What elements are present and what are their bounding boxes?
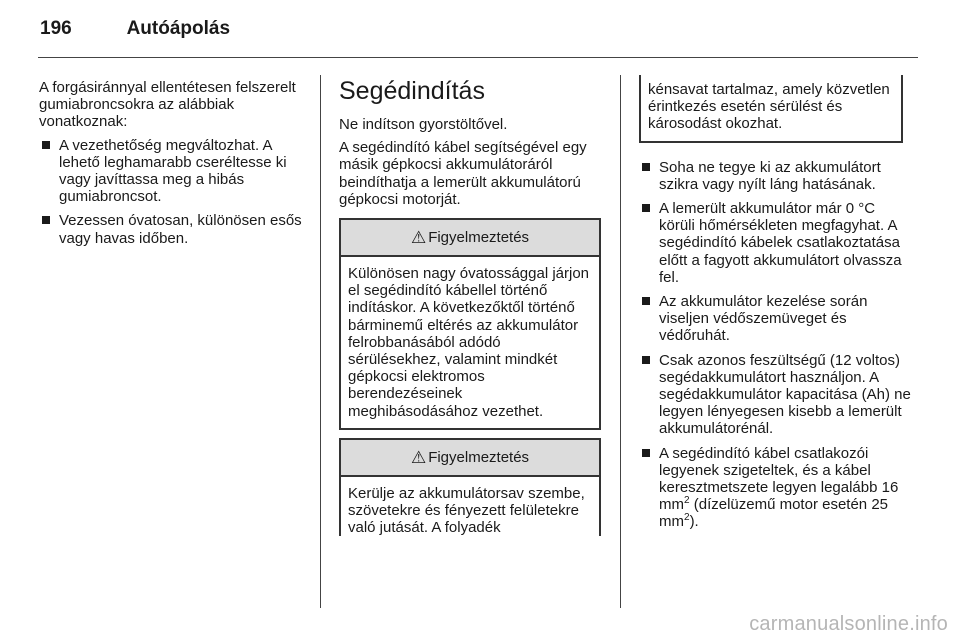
column-1 bbox=[39, 79, 311, 254]
page-header bbox=[40, 18, 230, 40]
list-item-text: A segédindító kábel csatlakozói legyenek szigeteltek, és a kábel keresztmetszete legyen legalább 16 $mm^2$ (dízelüzemű motor esetén 25 $mm^2$). bbox=[659, 444, 899, 531]
warning-box bbox=[339, 218, 601, 430]
list-item-text: Csak azonos feszültségű (12 voltos) segédakkumulátort használjon. A segédakkumulátor kapacitása (Ah) ne legyen lényegesen kisebb a lemerült akkumulátorénál. bbox=[659, 351, 911, 438]
warning-header bbox=[341, 220, 599, 257]
list-item bbox=[639, 445, 914, 531]
list-item bbox=[639, 159, 914, 193]
square-bullet-icon bbox=[642, 449, 650, 457]
paragraph: A segédindító kábel segítségével egy másik gépkocsi akkumulátoráról beindíthatja a lemerült akkumulátorú gépkocsi motorját. bbox=[339, 139, 587, 208]
watermark: carmanualsonline.info bbox=[749, 613, 948, 635]
page-title: Autóápolás bbox=[126, 18, 231, 39]
warning-header bbox=[341, 440, 599, 477]
list-item-text: Az akkumulátor kezelése során viseljen védőszemüveget és védőruhát. bbox=[659, 293, 868, 345]
square-bullet-icon bbox=[642, 356, 650, 364]
warning-title: Figyelmeztetés bbox=[428, 228, 530, 246]
list-item bbox=[639, 352, 914, 438]
square-bullet-icon bbox=[642, 204, 650, 212]
section-title: Segédindítás bbox=[339, 77, 485, 105]
column-3 bbox=[639, 75, 914, 538]
warning-text: Kerülje az akkumulátorsav szembe, szövetekre és fényezett felületekre való jutását. A folyadék bbox=[348, 484, 585, 537]
column-divider-2 bbox=[620, 75, 621, 608]
warning-triangle-icon: ⚠ bbox=[410, 447, 427, 467]
list-item bbox=[39, 137, 311, 206]
warning-title: Figyelmeztetés bbox=[428, 448, 530, 466]
square-bullet-icon bbox=[642, 297, 650, 305]
intro-paragraph: A forgásiránnyal ellentétesen felszerelt gumiabroncsokra az alábbiak vonatkoznak: bbox=[39, 79, 296, 131]
list-item bbox=[39, 212, 311, 246]
list-item-text: Vezessen óvatosan, különösen esős vagy havas időben. bbox=[59, 212, 302, 247]
square-bullet-icon bbox=[42, 141, 50, 149]
warning-triangle-icon: ⚠ bbox=[410, 227, 427, 247]
square-bullet-icon bbox=[642, 163, 650, 171]
header-rule bbox=[38, 57, 918, 58]
warning-box-continued bbox=[639, 75, 903, 143]
column-divider-1 bbox=[320, 75, 321, 608]
warning-text: Különösen nagy óvatossággal járjon el segédindító kábellel történő indításkor. A következőktől történő bárminemű eltérés az akkumulátor felrobbanásából adódó sérülésekhez, valamint mindkét gépkocsi elektromos berendezéseinek meghibásodásához vezethet. bbox=[348, 265, 590, 420]
list-item-text: Soha ne tegye ki az akkumulátort szikra vagy nyílt láng hatásának. bbox=[659, 158, 881, 193]
list-item bbox=[639, 200, 914, 286]
warning-text: kénsavat tartalmaz, amely közvetlen érintkezés esetén sérülést és károsodást okozhat. bbox=[648, 81, 890, 133]
list-item bbox=[639, 293, 914, 345]
bullet-list-2 bbox=[639, 159, 914, 531]
warning-box bbox=[339, 438, 601, 537]
column-2 bbox=[339, 76, 601, 544]
list-item-text: A vezethetőség megváltozhat. A lehető leghamarabb cseréltesse ki vagy javíttassa meg a hibás gumiabroncsot. bbox=[59, 136, 287, 206]
square-bullet-icon bbox=[42, 216, 50, 224]
list-item-text: A lemerült akkumulátor már 0 °C körüli hőmérsékleten megfagyhat. A segédindító kábelek csatlakoztatása előtt a fagyott akkumulátort olvassza fel. bbox=[659, 200, 902, 286]
paragraph: Ne indítson gyorstöltővel. bbox=[339, 116, 508, 133]
bullet-list-1 bbox=[39, 137, 311, 247]
page-number: 196 bbox=[40, 18, 72, 39]
